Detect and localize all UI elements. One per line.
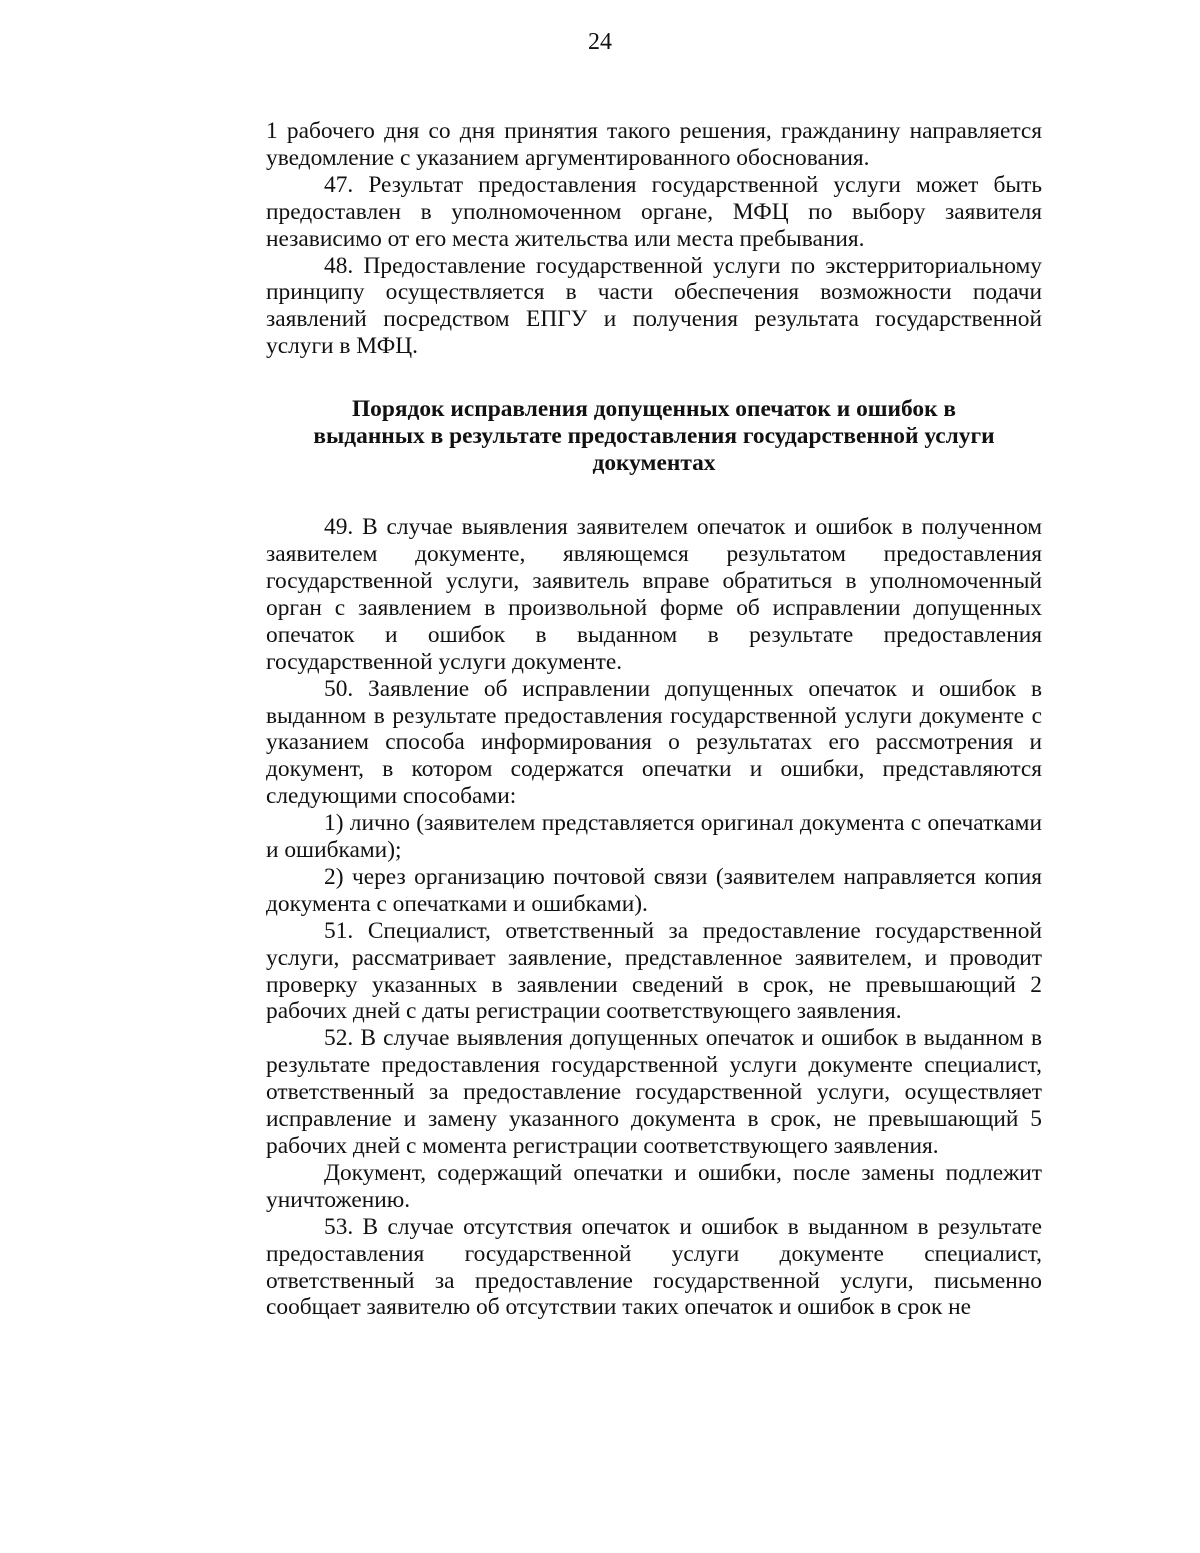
paragraph-47: 47. Результат предоставления государственной услуги может быть предоставлен в уполномоченном органе, МФЦ по выбору заявителя независимо от его места жительства или места пребывания. — [266, 171, 1042, 252]
document-body — [266, 118, 1042, 1321]
paragraph-48: 48. Предоставление государственной услуги по экстерриториальному принципу осуществляется в части обеспечения возможности подачи заявлений посредством ЕПГУ и получения результата государственной услуги в МФЦ. — [266, 252, 1042, 360]
section-heading — [266, 396, 1042, 477]
section-heading-line: документах — [592, 450, 716, 477]
section-heading-line: Порядок исправления допущенных опечаток и ошибок в — [351, 396, 957, 423]
section-heading-line: выданных в результате предоставления государственной услуги — [313, 423, 995, 450]
paragraph-53: 53. В случае отсутствия опечаток и ошибок в выданном в результате предоставления государственной услуги документе специалист, ответственный за предоставление государственной услуги, письменно сообщает заявителю об отсутствии таких опечаток и ошибок в срок не — [266, 1213, 1042, 1321]
page-number: 24 — [588, 29, 612, 55]
list-item-2: 2) через организацию почтовой связи (заявителем направляется копия документа с опечатками и ошибками). — [266, 863, 1042, 917]
paragraph-50: 50. Заявление об исправлении допущенных опечаток и ошибок в выданном в результате предоставления государственной услуги документе с указанием способа информирования о результатах его рассмотрения и документ, в котором содержатся опечатки и ошибки, представляются следующими способами: — [266, 675, 1042, 810]
paragraph-continuation: 1 рабочего дня со дня принятия такого решения, гражданину направляется уведомление с указанием аргументированного обоснования. — [266, 118, 1042, 171]
paragraph-52-addendum: Документ, содержащий опечатки и ошибки, после замены подлежит уничтожению. — [266, 1159, 1042, 1213]
list-item-1: 1) лично (заявителем представляется оригинал документа с опечатками и ошибками); — [266, 810, 1042, 864]
paragraph-51: 51. Специалист, ответственный за предоставление государственной услуги, рассматривает заявление, представленное заявителем, и проводит проверку указанных в заявлении сведений в срок, не превышающий 2 рабочих дней с даты регистрации соответствующего заявления. — [266, 917, 1042, 1025]
paragraph-52: 52. В случае выявления допущенных опечаток и ошибок в выданном в результате предоставления государственной услуги документе специалист, ответственный за предоставление государственной услуги, осуществляет исправление и замену указанного документа в срок, не превышающий 5 рабочих дней с момента регистрации соответствующего заявления. — [266, 1025, 1042, 1159]
paragraph-49: 49. В случае выявления заявителем опечаток и ошибок в полученном заявителем документе, являющемся результатом предоставления государственной услуги, заявитель вправе обратиться в уполномоченный орган с заявлением в произвольной форме об исправлении допущенных опечаток и ошибок в выданном в результате предоставления государственной услуги документе. — [266, 514, 1042, 675]
